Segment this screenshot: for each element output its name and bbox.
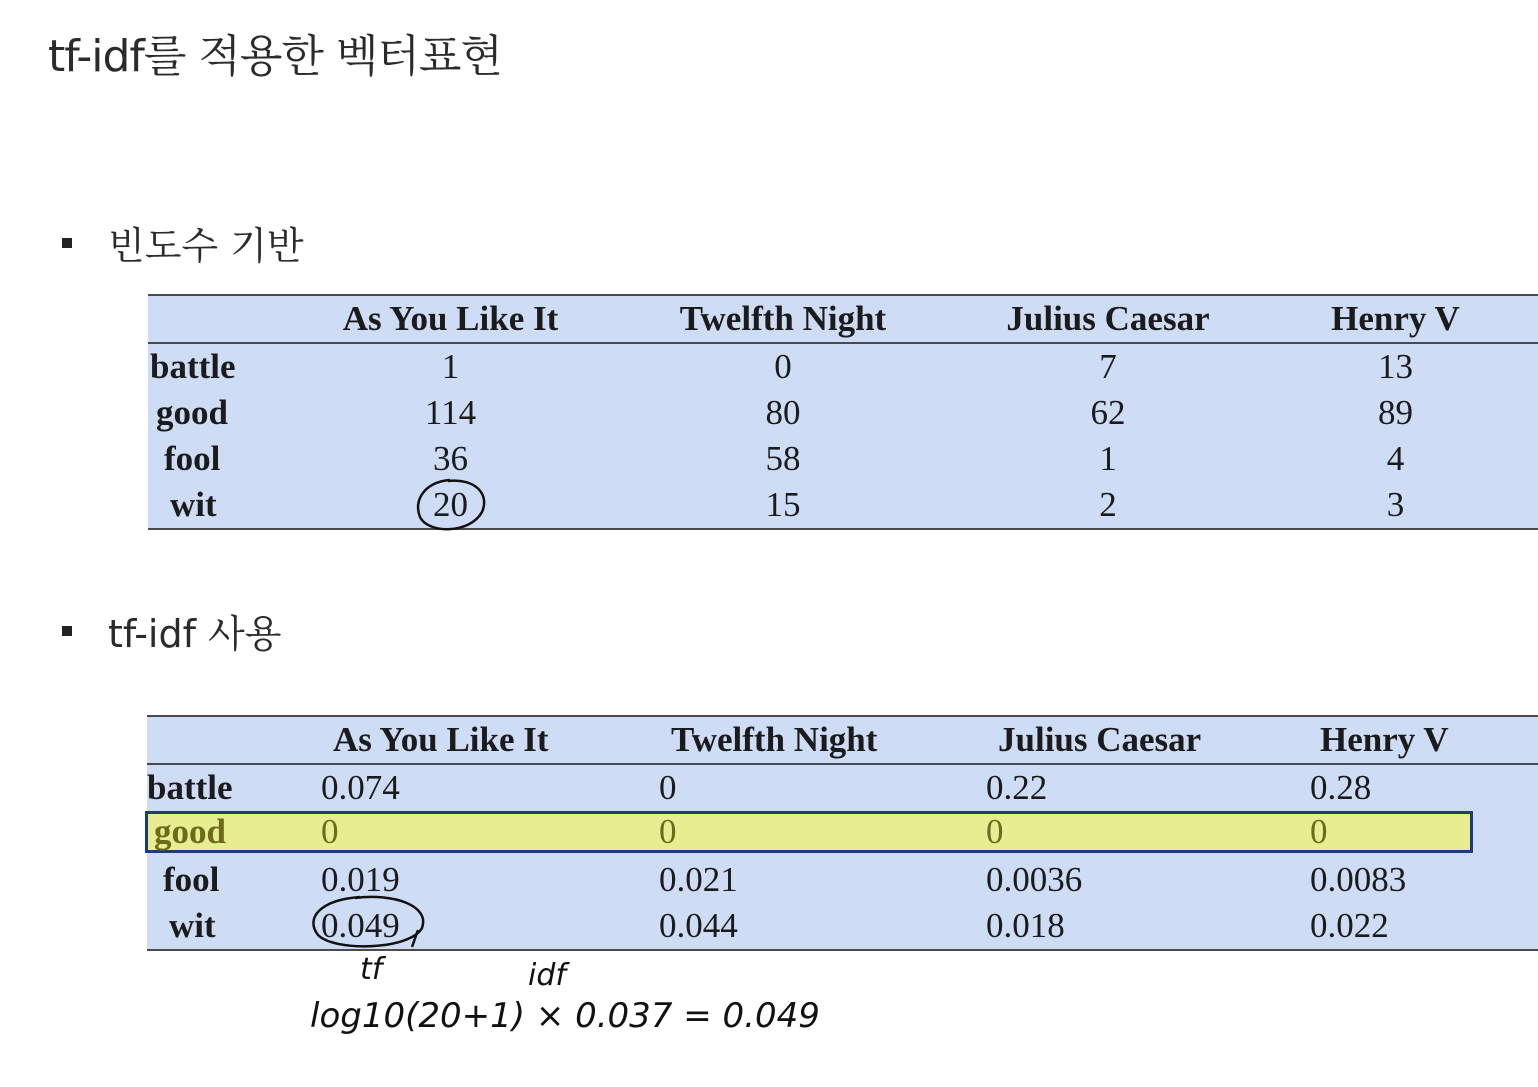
table-cell: 1 (1099, 439, 1117, 478)
header-cell: As You Like It (298, 295, 603, 343)
table-cell: 4 (1386, 439, 1405, 478)
count-matrix-table (148, 294, 1538, 530)
row-term: good (156, 393, 228, 432)
bullet-tfidf (62, 603, 281, 658)
table-row-highlighted (147, 811, 1538, 857)
table-cell: 7 (1099, 347, 1117, 386)
table-cell: 15 (603, 482, 963, 529)
tfidf-matrix-table (147, 715, 1538, 951)
row-term: battle (150, 347, 236, 386)
table-cell: 2 (963, 482, 1253, 529)
table-cell: 0.018 (986, 903, 1310, 950)
table-header-row (148, 295, 1538, 343)
table-cell: 0.021 (659, 860, 738, 899)
row-term: battle (147, 768, 233, 807)
table-cell: 0 (659, 768, 677, 807)
table-cell: 0 (774, 347, 792, 386)
table-cell: 20 (298, 482, 603, 529)
table-cell-placeholder (986, 811, 1310, 857)
row-term: wit (147, 903, 321, 950)
tf-handwritten-label: tf (360, 952, 383, 987)
table-cell: 0.049 (321, 903, 659, 950)
table-cell: 0 (321, 812, 339, 851)
table-cell: 0 (986, 812, 1004, 851)
table-row (148, 343, 1538, 390)
table-row (148, 390, 1538, 436)
bullet-square-icon (62, 238, 72, 248)
table-cell: 0.22 (986, 768, 1048, 807)
table-row (148, 482, 1538, 529)
table-cell-placeholder (1310, 811, 1538, 857)
table-cell: 0.044 (659, 903, 986, 950)
row-term: fool (164, 439, 221, 478)
row-term: wit (148, 482, 298, 529)
row-term: good (154, 812, 226, 851)
row-term-placeholder (147, 811, 321, 857)
table-cell: 3 (1253, 482, 1538, 529)
table-cell: 0.28 (1310, 768, 1372, 807)
header-cell: Henry V (1310, 716, 1538, 764)
table-row (147, 764, 1538, 811)
slide-title: tf-idf를 적용한 벡터표현 (48, 31, 502, 82)
table-cell: 89 (1378, 393, 1413, 432)
table-cell: 36 (433, 439, 468, 478)
header-cell: Julius Caesar (963, 295, 1253, 343)
table-row (147, 903, 1538, 950)
bullet-square-icon (62, 626, 72, 636)
table-cell: 62 (1090, 393, 1126, 432)
table-cell: 1 (441, 347, 460, 386)
table-cell-placeholder (321, 811, 659, 857)
table-cell: 0.0083 (1310, 860, 1407, 899)
table-row (147, 857, 1538, 903)
table-cell: 80 (765, 393, 801, 432)
table-cell: 13 (1378, 347, 1413, 386)
bullet-frequency-based (62, 215, 304, 270)
header-cell (147, 716, 321, 764)
row-term: fool (163, 860, 220, 899)
header-cell: As You Like It (321, 716, 659, 764)
header-cell: Twelfth Night (659, 716, 986, 764)
table-cell-placeholder (659, 811, 986, 857)
table-cell: 0.019 (321, 860, 400, 899)
header-cell (148, 295, 298, 343)
table-cell: 0.0036 (986, 860, 1083, 899)
table-cell: 58 (765, 439, 801, 478)
header-cell: Twelfth Night (603, 295, 963, 343)
idf-handwritten-label: idf (528, 958, 566, 993)
bullet-label: tf-idf 사용 (108, 612, 282, 656)
header-cell: Julius Caesar (986, 716, 1310, 764)
header-cell: Henry V (1253, 295, 1538, 343)
table-cell: 0 (659, 812, 677, 851)
table-cell: 114 (424, 393, 477, 432)
table-header-row (147, 716, 1538, 764)
table-row (148, 436, 1538, 482)
table-cell: 0 (1310, 812, 1328, 851)
table-cell: 0.074 (321, 768, 400, 807)
formula-handwritten: log10(20+1) × 0.037 = 0.049 (310, 996, 820, 1036)
table-cell: 0.022 (1310, 903, 1538, 950)
bullet-label: 빈도수 기반 (108, 224, 304, 268)
